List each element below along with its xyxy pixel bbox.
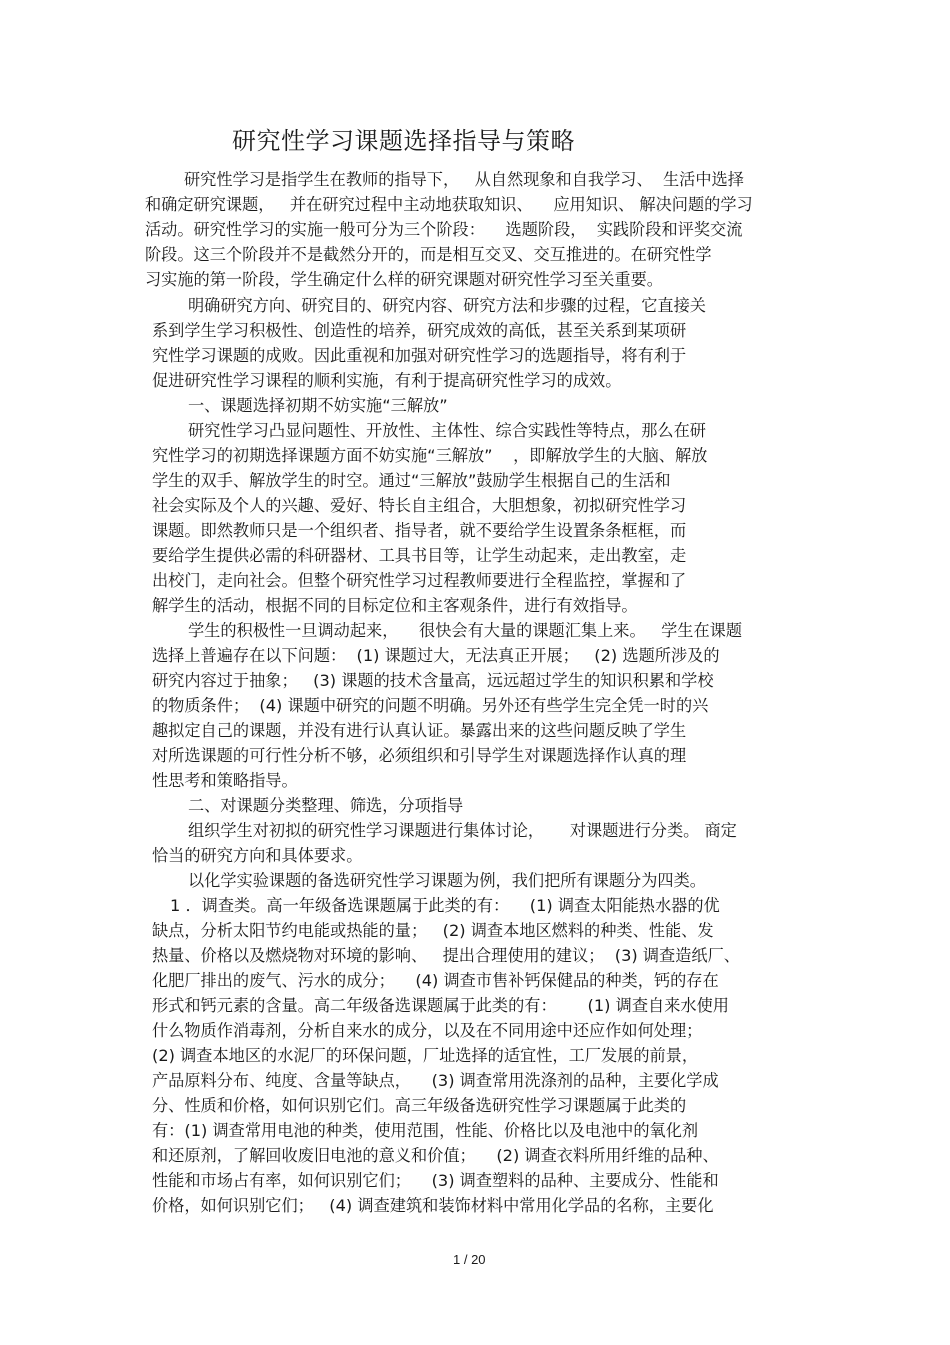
body-line: 出校门，走向社会。但整个研究性学习过程教师要进行全程监控，掌握和了	[152, 571, 687, 590]
body-line: 对所选课题的可行性分析不够，必须组织和引导学生对课题选择作认真的理	[152, 746, 687, 765]
body-line: 恰当的研究方向和具体要求。	[152, 846, 363, 865]
body-line: 化肥厂排出的废气、污水的成分； (4) 调查市售补钙保健品的种类，钙的存在	[152, 971, 719, 990]
body-line: 阶段。这三个阶段并不是截然分开的，而是相互交叉、交互推进的。在研究性学	[145, 245, 712, 264]
document-title: 研究性学习课题选择指导与策略	[232, 127, 575, 155]
body-line: 趣拟定自己的课题，并没有进行认真认证。暴露出来的这些问题反映了学生	[152, 721, 687, 740]
body-line: 课题。即然教师只是一个组织者、指导者，就不要给学生设置条条框框，而	[152, 521, 687, 540]
body-line: 明确研究方向、研究目的、研究内容、研究方法和步骤的过程，它直接关	[188, 296, 706, 315]
body-line: 一、课题选择初期不妨实施“三解放”	[188, 396, 448, 415]
body-line: 学生的双手、解放学生的时空。通过“三解放”鼓励学生根据自己的生活和	[152, 471, 671, 490]
body-line: 研究内容过于抽象； (3) 课题的技术含量高，远远超过学生的知识积累和学校	[152, 671, 714, 690]
body-line: 1 ．调查类。高一年级备选课题属于此类的有： (1) 调查太阳能热水器的优	[170, 896, 720, 915]
body-line: 选择上普遍存在以下问题： (1) 课题过大，无法真正开展； (2) 选题所涉及的	[152, 646, 720, 665]
body-line: 和还原剂，了解回收废旧电池的意义和价值； (2) 调查衣料所用纤维的品种、	[152, 1146, 719, 1165]
body-line: 解学生的活动，根据不同的目标定位和主客观条件，进行有效指导。	[152, 596, 638, 615]
body-line: 学生的积极性一旦调动起来， 很快会有大量的课题汇集上来。 学生在课题	[188, 621, 743, 640]
body-line: 活动。研究性学习的实施一般可分为三个阶段： 选题阶段， 实践阶段和评奖交流	[145, 220, 743, 239]
body-line: 习实施的第一阶段，学生确定什么样的研究课题对研究性学习至关重要。	[145, 270, 663, 289]
body-line: 究性学习的初期选择课题方面不妨实施“三解放” ，即解放学生的大脑、解放	[152, 446, 708, 465]
body-line: 热量、价格以及燃烧物对环境的影响、 提出合理使用的建议； (3) 调查造纸厂、	[152, 946, 740, 965]
body-line: 系到学生学习积极性、创造性的培养，研究成效的高低，甚至关系到某项研	[152, 321, 687, 340]
body-line: 究性学习课题的成败。因此重视和加强对研究性学习的选题指导，将有利于	[152, 346, 687, 365]
body-line: 研究性学习是指学生在教师的指导下， 从自然现象和自我学习、 生活中选择	[184, 170, 744, 189]
body-line: 分、性质和价格，如何识别它们。高三年级备选研究性学习课题属于此类的	[152, 1096, 687, 1115]
body-line: 社会实际及个人的兴趣、爱好、特长自主组合，大胆想象，初拟研究性学习	[152, 496, 687, 515]
body-line: 形式和钙元素的含量。高二年级备选课题属于此类的有： (1) 调查自来水使用	[152, 996, 729, 1015]
body-line: 促进研究性学习课程的顺利实施，有利于提高研究性学习的成效。	[152, 371, 622, 390]
body-line: 的物质条件； (4) 课题中研究的问题不明确。另外还有些学生完全凭一时的兴	[152, 696, 709, 715]
body-line: 二、对课题分类整理、筛选，分项指导	[188, 796, 464, 815]
body-line: 性能和市场占有率，如何识别它们； (3) 调查塑料的品种、主要成分、性能和	[152, 1171, 719, 1190]
body-line: 有：(1) 调查常用电池的种类，使用范围，性能、价格比以及电池中的氧化剂	[152, 1121, 699, 1140]
body-line: 以化学实验课题的备选研究性学习课题为例，我们把所有课题分为四类。	[188, 871, 706, 890]
body-line: 要给学生提供必需的科研器材、工具书目等，让学生动起来，走出教室，走	[152, 546, 687, 565]
body-line: 什么物质作消毒剂，分析自来水的成分，以及在不同用途中还应作如何处理；	[152, 1021, 703, 1040]
body-line: 性思考和策略指导。	[152, 771, 298, 790]
body-line: 产品原料分布、纯度、含量等缺点， (3) 调查常用洗涤剂的品种，主要化学成	[152, 1071, 719, 1090]
body-line: (2) 调查本地区的水泥厂的环保问题，厂址选择的适宜性，工厂发展的前景，	[152, 1046, 699, 1065]
page-number: 1 / 20	[453, 1252, 486, 1267]
body-line: 组织学生对初拟的研究性学习课题进行集体讨论， 对课题进行分类。 商定	[188, 821, 737, 840]
body-line: 研究性学习凸显问题性、开放性、主体性、综合实践性等特点，那么在研	[188, 421, 706, 440]
body-line: 缺点，分析太阳节约电能或热能的量； (2) 调查本地区燃料的种类、性能、发	[152, 921, 714, 940]
body-line: 和确定研究课题， 并在研究过程中主动地获取知识、 应用知识、 解决问题的学习	[145, 195, 753, 214]
body-line: 价格，如何识别它们； (4) 调查建筑和装饰材料中常用化学品的名称，主要化	[152, 1196, 714, 1215]
